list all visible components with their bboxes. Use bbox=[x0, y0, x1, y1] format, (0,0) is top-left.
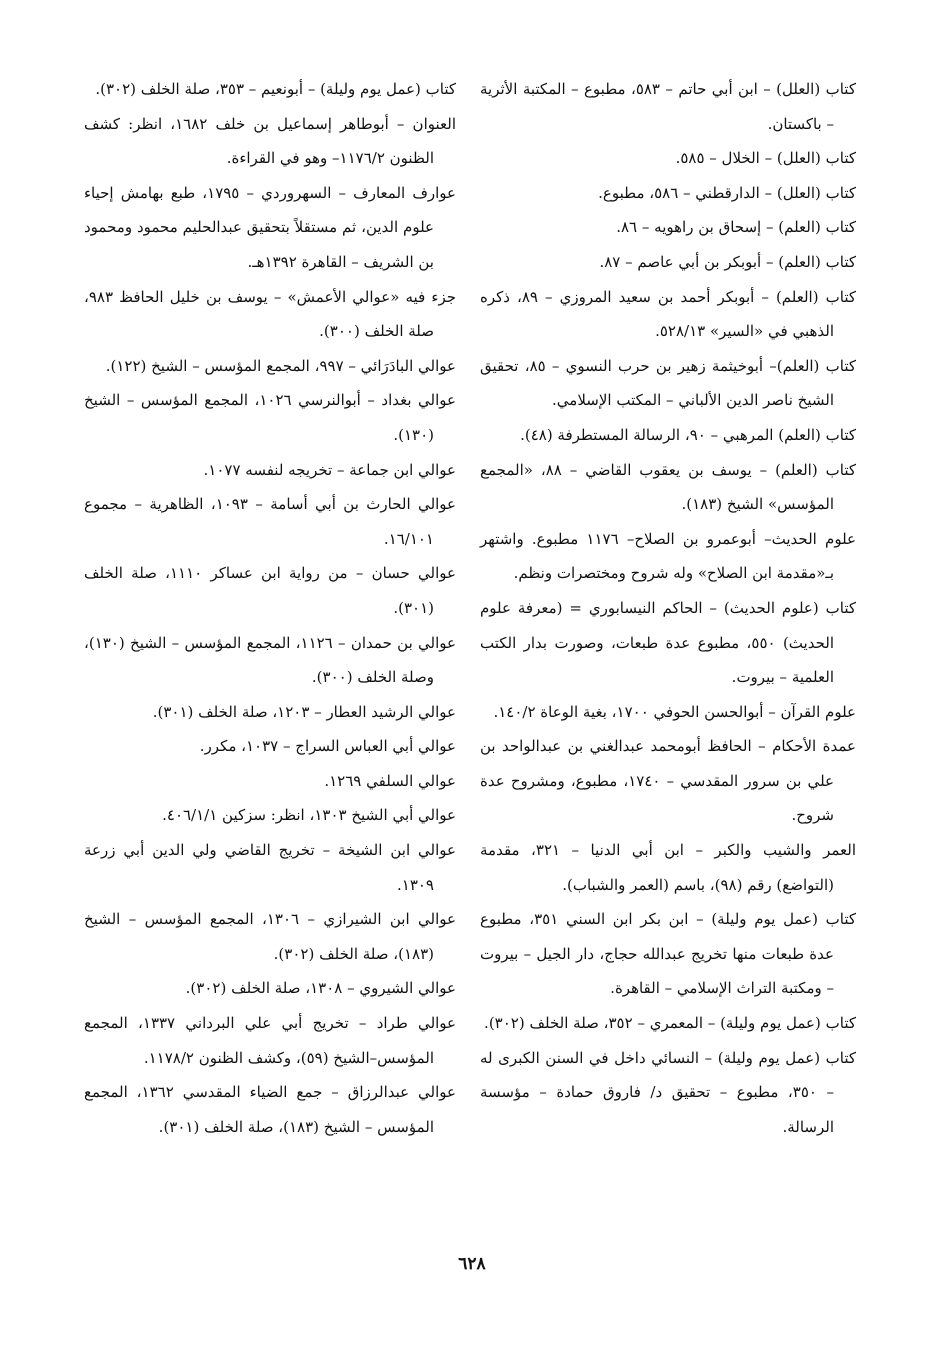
bibliography-entry: كتاب (العلم)– أبوخيثمة زهير بن حرب النسوي – ٨٥، تحقيق الشيخ ناصر الدين الألباني – المكتب الإسلامي. bbox=[480, 356, 856, 410]
bibliography-entry: كتاب (عمل يوم وليلة) – أبونعيم – ٣٥٣، صلة الخلف (٣٠٢). bbox=[95, 80, 456, 98]
bibliography-entry: عوالي طراد – تخريج أبي علي البرداني ١٣٣٧، المجمع المؤسس–الشيخ (٥٩)، وكشف الظنون ١١٧٨/٢. bbox=[84, 1014, 456, 1067]
bibliography-entry: كتاب (العلم) – إسحاق بن راهويه – ٨٦. bbox=[616, 218, 856, 237]
bibliography-entry: عوالي أبي العباس السراج – ١٠٣٧، مكرر. bbox=[199, 737, 456, 756]
bibliography-entry: عمدة الأحكام – الحافظ أبومحمد عبدالغني بن عبدالواحد بن علي بن سرور المقدسي – ١٧٤٠، مطبوع، ومشروح عدة شروح. bbox=[480, 737, 856, 825]
bibliography-entry: كتاب (عمل يوم وليلة) – النسائي داخل في السنن الكبرى له – ٣٥٠، مطبوع – تحقيق د/ فاروق حمادة – مؤسسة الرسالة. bbox=[480, 1048, 856, 1136]
bibliography-entry: كتاب (عمل يوم وليلة) – ابن بكر ابن السني ٣٥١، مطبوع عدة طبعات منها تخريج عبدالله حجاج، دار الجيل – بيروت – ومكتبة التراث الإسلامي – القاهرة. bbox=[480, 910, 856, 998]
bibliography-entry: عوالي حسان – من رواية ابن عساكر ١١١٠، صلة الخلف (٣٠١). bbox=[84, 564, 456, 617]
page-number: ٦٢٨ bbox=[458, 1254, 486, 1274]
bibliography-entry: عوالي أبي الشيخ ١٣٠٣، انظر: سزكين ٤٠٦/١/١. bbox=[162, 806, 456, 825]
bibliography-entry: عوالي بن حمدان – ١١٢٦، المجمع المؤسس – الشيخ (١٣٠)، وصلة الخلف (٣٠٠). bbox=[84, 633, 456, 687]
bibliography-entry: جزء فيه «عوالي الأعمش» – يوسف بن خليل الحافظ ٩٨٣، صلة الخلف (٣٠٠). bbox=[84, 287, 456, 341]
bibliography-entry: كتاب (العلم) المرهبي – ٩٠، الرسالة المستطرفة (٤٨). bbox=[520, 425, 856, 444]
bibliography-entry: عوالي الشيروي – ١٣٠٨، صلة الخلف (٣٠٢). bbox=[185, 979, 456, 998]
right-column bbox=[480, 72, 856, 1144]
left-column bbox=[84, 72, 456, 1144]
bibliography-entry: عوالي ابن الشيخة – تخريج القاضي ولي الدين أبي زرعة ١٣٠٩. bbox=[84, 841, 456, 894]
bibliography-entry: عوارف المعارف – السهروردي – ١٧٩٥، طبع بهامش إحياء علوم الدين، ثم مستقلاً بتحقيق عبدالحليم محمود ومحمود بن الشريف – القاهرة ١٣٩٢هـ. bbox=[84, 183, 456, 271]
bibliography-entry: العمر والشيب والكبر – ابن أبي الدنيا – ٣٢١، مقدمة (التواضع) رقم (٩٨)، باسم (العمر والشباب). bbox=[480, 841, 856, 894]
bibliography-entry: عوالي السلفي ١٢٦٩. bbox=[324, 771, 456, 790]
bibliography-entry: كتاب (العلل) – الدارقطني – ٥٨٦، مطبوع. bbox=[598, 183, 856, 202]
bibliography-entry: عوالي عبدالرزاق – جمع الضياء المقدسي ١٣٦٢، المجمع المؤسس – الشيخ (١٨٣)، صلة الخلف (٣٠١). bbox=[84, 1083, 456, 1136]
bibliography-entry: العنوان – أبوطاهر إسماعيل بن خلف ١٦٨٢، انظر: كشف الظنون ١١٧٦/٢– وهو في القراءة. bbox=[84, 114, 456, 168]
bibliography-entry: كتاب (علوم الحديث) – الحاكم النيسابوري = (معرفة علوم الحديث) ٥٥٠، مطبوع عدة طبعات، وصورت بدار الكتب العلمية – بيروت. bbox=[480, 598, 856, 687]
bibliography-entry: علوم القرآن – أبوالحسن الحوفي ١٧٠٠، بغية الوعاة ١٤٠/٢. bbox=[493, 702, 856, 721]
bibliography-entry: كتاب (العلم) – أبوبكر أحمد بن سعيد المروزي – ٨٩، ذكره الذهبي في «السير» ٥٢٨/١٣. bbox=[480, 287, 856, 341]
bibliography-entry: عوالي ابن جماعة – تخريجه لنفسه ١٠٧٧. bbox=[203, 460, 456, 479]
bibliography-entry: عوالي البادَرَائي – ٩٩٧، المجمع المؤسس – الشيخ (١٢٢). bbox=[105, 356, 456, 375]
bibliography-entry: عوالي بغداد – أبوالنرسي ١٠٢٦، المجمع المؤسس – الشيخ (١٣٠). bbox=[84, 391, 456, 444]
bibliography-entry: كتاب (العلل) – ابن أبي حاتم – ٥٨٣، مطبوع – المكتبة الأثرية – باكستان. bbox=[480, 80, 856, 133]
bibliography-entry: كتاب (العلم) – أبوبكر بن أبي عاصم – ٨٧. bbox=[599, 252, 856, 271]
bibliography-entry: كتاب (عمل يوم وليلة) – المعمري – ٣٥٢، صلة الخلف (٣٠٢). bbox=[484, 1014, 856, 1033]
bibliography-entry: كتاب (العلل) – الخلال – ٥٨٥. bbox=[675, 149, 856, 168]
bibliography-entry: عوالي ابن الشيرازي – ١٣٠٦، المجمع المؤسس – الشيخ (١٨٣)، صلة الخلف (٣٠٢). bbox=[84, 910, 456, 963]
bibliography-entry: عوالي الحارث بن أبي أسامة – ١٠٩٣، الظاهرية – مجموع ١٦/١٠١. bbox=[84, 495, 457, 548]
bibliography-entry: عوالي الرشيد العطار – ١٢٠٣، صلة الخلف (٣٠١). bbox=[152, 702, 456, 721]
bibliography-entry: كتاب (العلم) – يوسف بن يعقوب القاضي – ٨٨، «المجمع المؤسس» الشيخ (١٨٣). bbox=[480, 460, 856, 514]
bibliography-entry: علوم الحديث– أبوعمرو بن الصلاح– ١١٧٦ مطبوع. واشتهر بـ«مقدمة ابن الصلاح» وله شروح ومختصرات ونظم. bbox=[480, 529, 856, 583]
